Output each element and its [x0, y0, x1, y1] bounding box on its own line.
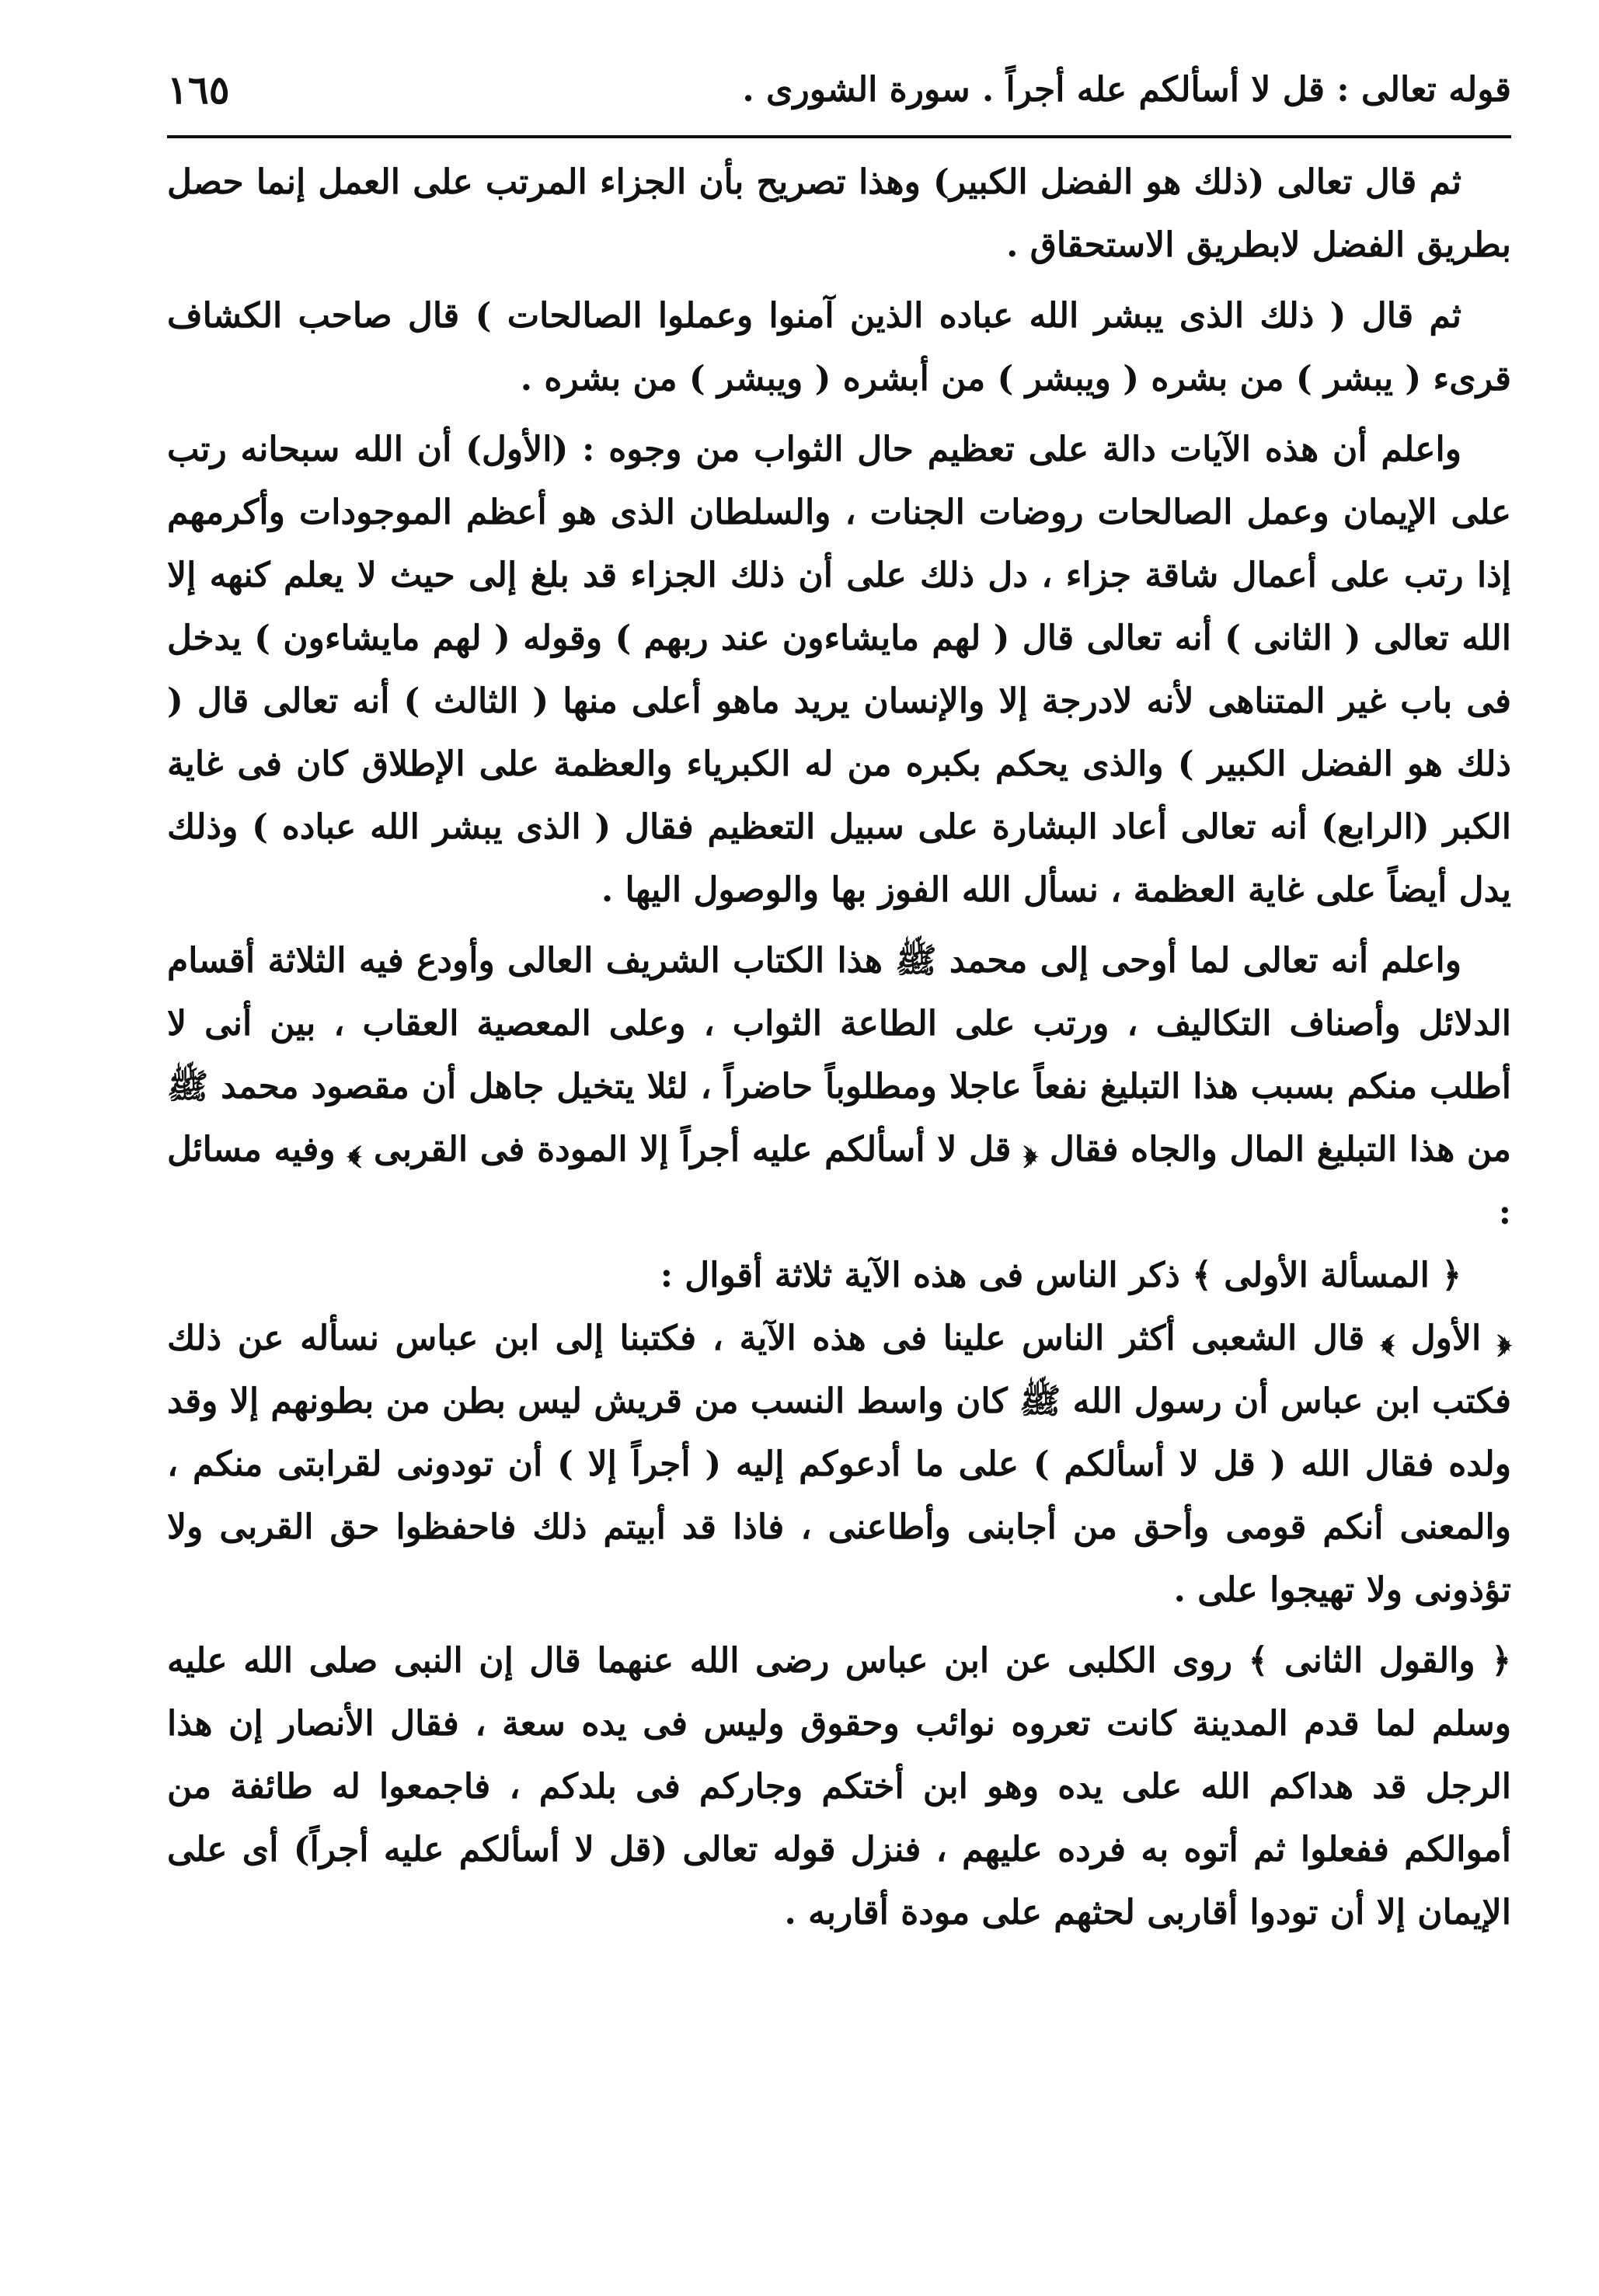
paragraph-7: ﴿ والقول الثانى ﴾ روى الكلبى عن ابن عباس رضى الله عنهما قال إن النبى صلى الله عليه وسلم لما قدم المدينة كانت تعروه نوائب وحقوق وليس فى يده سعة ، فقال الأنصار إن هذا الرجل قد هداكم الله على يده وهو ابن أختكم وجاركم فى بلدكم ، فاجمعوا له طائفة من أموالكم ففعلوا ثم أتوه به فرده عليهم ، فنزل قوله تعالى (قل لا أسألكم عليه أجراً) أى على الإيمان إلا أن تودوا أقاربى لحثهم على مودة أقاربه . — [167, 1641, 1511, 1932]
paragraph-2: ثم قال ( ذلك الذى يبشر الله عباده الذين آمنوا وعملوا الصالحات ) قال صاحب الكشاف قرىء ( يبشر ) من بشره ( ويبشر ) من أبشره ( ويبشر ) من بشره . — [167, 296, 1511, 399]
paragraph-1: ثم قال تعالى (ذلك هو الفضل الكبير) وهذا تصريح بأن الجزاء المرتب على العمل إنما حصل بطريق الفضل لابطريق الاستحقاق . — [167, 162, 1511, 265]
paragraph-3: واعلم أن هذه الآيات دالة على تعظيم حال الثواب من وجوه : (الأول) أن الله سبحانه رتب على الإيمان وعمل الصالحات روضات الجنات ، والسلطان الذى هو أعظم الموجودات وأكرمهم إذا رتب على أعمال شاقة جزاء ، دل ذلك على أن ذلك الجزاء قد بلغ إلى حيث لا يعلم كنهه إلا الله تعالى ( الثانى ) أنه تعالى قال ( لهم مايشاءون عند ربهم ) وقوله ( لهم مايشاءون ) يدخل فى باب غير المتناهى لأنه لادرجة إلا والإنسان يريد ماهو أعلى منها ( الثالث ) أنه تعالى قال ( ذلك هو الفضل الكبير ) والذى يحكم بكبره من له الكبرياء والعظمة على الإطلاق كان فى غاية الكبر (الرابع) أنه تعالى أعاد البشارة على سبيل التعظيم فقال ( الذى يبشر الله عباده ) وذلك يدل أيضاً على غاية العظمة ، نسأل الله الفوز بها والوصول اليها . — [167, 430, 1511, 910]
running-header — [167, 47, 1511, 132]
paragraph-6: ﴿ الأول ﴾ قال الشعبى أكثر الناس علينا فى هذه الآية ، فكتبنا إلى ابن عباس نسأله عن ذلك فكتب ابن عباس أن رسول الله ﷺ كان واسط النسب من قريش ليس بطن من بطونهم إلا وقد ولده فقال الله ( قل لا أسألكم ) على ما أدعوكم إليه ( أجراً إلا ) أن تودونى لقرابتى منكم ، والمعنى أنكم قومى وأحق من أجابنى وأطاعنى ، فاذا قد أبيتم ذلك فاحفظوا حق القربى ولا تؤذونى ولا تهيجوا على . — [167, 1319, 1512, 1610]
book-page — [167, 47, 1511, 1944]
paragraph-4: واعلم أنه تعالى لما أوحى إلى محمد ﷺ هذا الكتاب الشريف العالى وأودع فيه الثلاثة أقسام الدلائل وأصناف التكاليف ، ورتب على الطاعة الثواب ، وعلى المعصية العقاب ، بين أنى لا أطلب منكم بسبب هذا التبليغ نفعاً عاجلا ومطلوباً حاضراً ، لئلا يتخيل جاهل أن مقصود محمد ﷺ من هذا التبليغ المال والجاه فقال ﴿ قل لا أسألكم عليه أجراً إلا المودة فى القربى ﴾ وفيه مسائل : — [167, 941, 1511, 1232]
header-rule — [167, 135, 1511, 138]
header-title: قوله تعالى : قل لا أسألكم عله أجراً . سورة الشورى . — [742, 69, 1511, 110]
main-text — [167, 151, 1511, 1944]
page-number: ١٦٥ — [167, 66, 230, 113]
paragraph-5: ﴿ المسألة الأولى ﴾ ذكر الناس فى هذه الآية ثلاثة أقوال : — [660, 1256, 1461, 1295]
